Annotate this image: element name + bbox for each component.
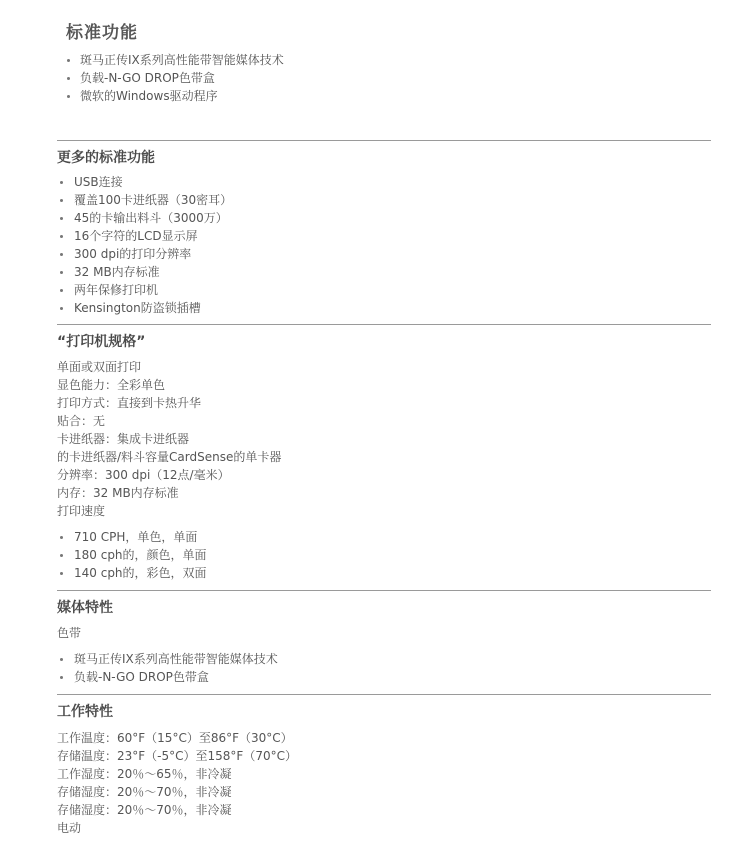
list-item: 负载-N-GO DROP色带盒 [66, 69, 284, 87]
more-features-title: 更多的标准功能 [57, 150, 155, 166]
print-speed-list [57, 528, 711, 582]
operating-title: 工作特性 [57, 704, 113, 720]
list-item: 16个字符的LCD显示屏 [57, 227, 711, 245]
spec-line: 电动 [57, 821, 82, 835]
list-item: 负载-N-GO DROP色带盒 [57, 668, 711, 686]
standard-features-list [66, 51, 284, 105]
list-item: USB连接 [57, 173, 711, 191]
spec-line: 存储温度：23°F（-5°C）至158°F（70°C） [57, 749, 297, 763]
media-label: 色带 [57, 626, 82, 640]
list-item: 覆盖100卡进纸器（30密耳） [57, 191, 711, 209]
list-item: 微软的Windows驱动程序 [66, 87, 284, 105]
standard-features-title: 标准功能 [66, 23, 138, 43]
list-item: 斑马正传IX系列高性能带智能媒体技术 [66, 51, 284, 69]
list-item: 45的卡输出料斗（3000万） [57, 209, 711, 227]
list-item: 140 cph的，彩色，双面 [57, 564, 711, 582]
spec-line: 贴合：无 [57, 414, 106, 428]
printer-specs-title: “打印机规格” [57, 334, 146, 350]
more-features-section [57, 140, 711, 317]
list-item: 300 dpi的打印分辨率 [57, 245, 711, 263]
spec-line: 分辨率：300 dpi（12点/毫米） [57, 468, 230, 482]
spec-line: 工作湿度：20％～65％，非冷凝 [57, 767, 232, 781]
operating-lines [57, 729, 711, 837]
list-item: 180 cph的，颜色，单面 [57, 546, 711, 564]
spec-line: 内存：32 MB内存标准 [57, 486, 179, 500]
spec-line: 的卡进纸器/料斗容量CardSense的单卡器 [57, 450, 282, 464]
spec-line: 存储湿度：20％～70％，非冷凝 [57, 785, 232, 799]
list-item: 710 CPH，单色，单面 [57, 528, 711, 546]
list-item: Kensington防盗锁插槽 [57, 299, 711, 317]
spec-line: 打印方式：直接到卡热升华 [57, 396, 202, 410]
spec-line: 单面或双面打印 [57, 360, 142, 374]
list-item: 斑马正传IX系列高性能带智能媒体技术 [57, 650, 711, 668]
media-section [57, 590, 711, 686]
media-title: 媒体特性 [57, 600, 113, 616]
list-item: 两年保修打印机 [57, 281, 711, 299]
printer-specs-lines [57, 358, 711, 520]
printer-specs-section [57, 324, 711, 582]
spec-line: 显色能力：全彩单色 [57, 378, 166, 392]
media-list [57, 650, 711, 686]
spec-line: 工作温度：60°F（15°C）至86°F（30°C） [57, 731, 293, 745]
list-item: 32 MB内存标准 [57, 263, 711, 281]
spec-line: 打印速度 [57, 504, 106, 518]
more-features-list [57, 173, 711, 317]
operating-section [57, 694, 711, 837]
spec-line: 卡进纸器：集成卡进纸器 [57, 432, 190, 446]
spec-line: 存储湿度：20％～70％，非冷凝 [57, 803, 232, 817]
